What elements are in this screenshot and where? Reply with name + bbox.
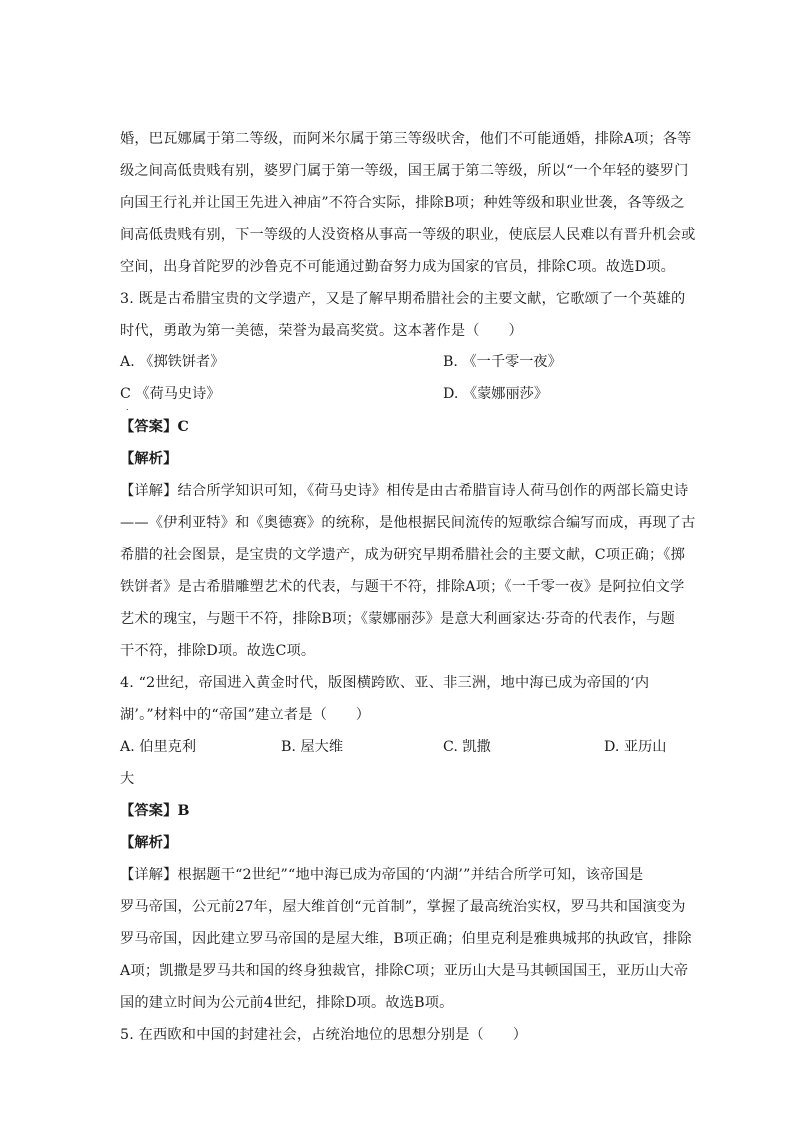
q3-answer: 【答案】C xyxy=(120,419,190,435)
q3-detail-line: 希腊的社会图景，是宝贵的文学遗产，成为研究早期希腊社会的主要文献，C项正确；《掷 xyxy=(120,547,686,563)
q4-option-d-wrap: 大 xyxy=(120,771,135,787)
q3-option-b: B. 《一千零一夜》 xyxy=(443,354,562,370)
q4-detail-line: 国的建立时间为公元前4世纪，排除D项。故选B项。 xyxy=(120,995,454,1011)
q3-detail-line: 干不符，排除D项。故选C项。 xyxy=(120,643,316,659)
q4-detail-line: 罗马帝国，公元前27年，屋大维首创“元首制”，掌握了最高统治实权，罗马共和国演变为 xyxy=(120,899,686,915)
q3-detail-line: 艺术的瑰宝，与题干不符，排除B项；《蒙娜丽莎》是意大利画家达·芬奇的代表作，与题 xyxy=(120,611,675,627)
q4-option-a: A. 伯里克利 xyxy=(120,739,197,755)
q3-detail-line: 铁饼者》是古希腊雕塑艺术的代表，与题干不符，排除A项；《一千零一夜》是阿拉伯文学 xyxy=(120,579,685,595)
q3-stem-line: 3. 既是古希腊宝贵的文学遗产，又是了解早期希腊社会的主要文献，它歌颂了一个英雄的 xyxy=(120,291,686,307)
stray-mark: . xyxy=(126,403,129,412)
q4-analysis-label: 【解析】 xyxy=(120,835,178,851)
q3-detail-line: ——《伊利亚特》和《奥德赛》的统称，是他根据民间流传的短歌综合编写而成，再现了古 xyxy=(120,515,696,531)
intro-line: 向国王行礼并让国王先进入神庙”不符合实际，排除B项；种姓等级和职业世袭，各等级之 xyxy=(120,195,685,211)
q4-detail-line: 【详解】根据题干“2世纪”“地中海已成为帝国的‘内湖’”并结合所学可知，该帝国是 xyxy=(120,867,644,883)
q3-option-c: C 《荷马史诗》 xyxy=(120,386,221,402)
q5-stem-line: 5. 在西欧和中国的封建社会，占统治地位的思想分别是（ ） xyxy=(120,1027,528,1043)
intro-line: 间高低贵贱有别，下一等级的人没资格从事高一等级的职业，使底层人民难以有晋升机会或 xyxy=(120,227,696,243)
q3-option-d: D. 《蒙娜丽莎》 xyxy=(443,386,549,402)
q3-detail-line: 【详解】结合所学知识可知，《荷马史诗》相传是由古希腊盲诗人荷马创作的两部长篇史诗 xyxy=(120,483,689,499)
q3-analysis-label: 【解析】 xyxy=(120,451,178,467)
q4-stem-line: 4. “2世纪，帝国进入黄金时代，版图横跨欧、亚、非三洲，地中海已成为帝国的‘内 xyxy=(120,675,650,691)
q4-option-d: D. 亚历山 xyxy=(604,739,667,755)
q4-answer: 【答案】B xyxy=(120,803,190,819)
q4-option-c: C. 凯撒 xyxy=(443,739,491,755)
q4-detail-line: A项；凯撒是罗马共和国的终身独裁官，排除C项；亚历山大是马其顿国国王，亚历山大帝 xyxy=(120,963,689,979)
q4-option-b: B. 屋大维 xyxy=(281,739,344,755)
q4-stem-line: 湖’。”材料中的“帝国”建立者是（ ） xyxy=(120,707,371,723)
intro-line: 级之间高低贵贱有别，婆罗门属于第一等级，国王属于第二等级，所以“一个年轻的婆罗门 xyxy=(120,163,689,179)
intro-line: 婚，巴瓦娜属于第二等级，而阿米尔属于第三等级吠舍，他们不可能通婚，排除A项；各等 xyxy=(120,131,692,147)
q3-option-a: A. 《掷铁饼者》 xyxy=(120,354,225,370)
intro-line: 空间，出身首陀罗的沙鲁克不可能通过勤奋努力成为国家的官员，排除C项。故选D项。 xyxy=(120,259,675,275)
q4-detail-line: 罗马帝国，因此建立罗马帝国的是屋大维，B项正确；伯里克利是雅典城邦的执政官，排除 xyxy=(120,931,692,947)
q3-stem-line: 时代，勇敢为第一美德，荣誉为最高奖赏。这本著作是（ ） xyxy=(120,323,523,339)
